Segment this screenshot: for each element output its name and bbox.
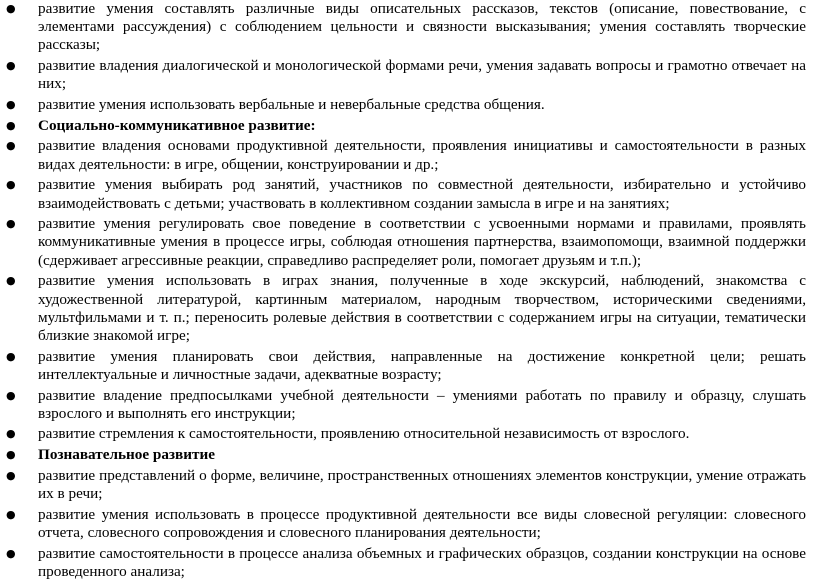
bullet-icon: ● [6, 507, 16, 521]
list-item-text: развитие умения регулировать свое поведение в соответствии с усвоенными нормами и правилами, проявлять коммуникативные умения в процессе игры, соблюдая отношения партнерства, взаимопомощи, взаимной поддержки (сдерживает агрессивные реакции, справедливо распределяет роли, помогает друзьям и т.п.); [38, 215, 806, 269]
bullet-icon: ● [6, 546, 16, 560]
list-item-text: развитие умения планировать свои действия, направленные на достижение конкретной цели; решать интеллектуальные и личностные задачи, адекватные возрасту; [38, 347, 806, 383]
list-item [0, 348, 806, 384]
list-item-text: развитие умения выбирать род занятий, участников по совместной деятельности, избирательно и устойчиво взаимодействовать с детьми; участвовать в коллективном создании замысла в игре и на занятиях; [38, 176, 806, 212]
section-heading-text: Социально-коммуникативное развитие: [38, 116, 316, 134]
bullet-icon: ● [6, 468, 16, 482]
list-item-text: развитие владение предпосылками учебной деятельности – умениями работать по правилу и образцу, слушать взрослого и выполнять его инструкции; [38, 386, 806, 422]
list-item [0, 57, 806, 93]
list-item-text: развитие умения составлять различные виды описательных рассказов, текстов (описание, повествование, с элементами рассуждения) с соблюдением цельности и связности высказывания; умения составлять творческие рассказы; [38, 0, 806, 54]
list-item-text: развитие владения диалогической и монологической формами речи, умения задавать вопросы и грамотно отвечает на них; [38, 57, 806, 93]
section-heading [0, 446, 806, 464]
list-item [0, 215, 806, 270]
list-item [0, 176, 806, 212]
list-item-text: развитие самостоятельности в процессе анализа объемных и графических образцов, создании конструкции на основе проведенного анализа; [38, 544, 806, 580]
section-heading [0, 117, 806, 135]
list-item-text: развитие умения использовать вербальные и невербальные средства общения. [38, 96, 545, 114]
list-item [0, 137, 806, 173]
bullet-icon: ● [6, 178, 16, 192]
list-item [0, 387, 806, 423]
bullet-icon: ● [6, 388, 16, 402]
list-item [0, 506, 806, 542]
list-item [0, 0, 806, 55]
list-item-text: развитие стремления к самостоятельности, проявлению относительной независимость от взрослого. [38, 425, 690, 443]
list-item [0, 425, 806, 443]
bullet-icon: ● [6, 118, 16, 132]
list-item-text: развитие умения использовать в играх знания, полученные в ходе экскурсий, наблюдений, знакомства с художественной литературой, картинным материалом, народным творчеством, историческими сведениями, мультфильмами и т. п.; переносить ролевые действия в соответствии с содержанием игры на ситуации, тематически близкие знакомой игре; [38, 272, 806, 344]
list-item-text: развитие владения основами продуктивной деятельности, проявления инициативы и самостоятельности в разных видах деятельности: в игре, общении, конструировании и др.; [38, 137, 806, 173]
list-item-text: развитие умения использовать в процессе продуктивной деятельности все виды словесной регуляции: словесного отчета, словесного сопровождения и словесного планирования деятельности; [38, 505, 806, 541]
bullet-icon: ● [6, 274, 16, 288]
bullet-icon: ● [6, 427, 16, 441]
list-item [0, 545, 806, 581]
bullet-icon: ● [6, 59, 16, 73]
bullet-icon: ● [6, 2, 16, 15]
bullet-icon: ● [6, 98, 16, 112]
bullet-icon: ● [6, 139, 16, 153]
section-heading-text: Познавательное развитие [38, 446, 215, 464]
list-item [0, 96, 806, 114]
list-item [0, 272, 806, 345]
list-item-text: развитие представлений о форме, величине, пространственных отношениях элементов конструкции, умение отражать их в речи; [38, 466, 806, 503]
bullet-icon: ● [6, 217, 16, 231]
list-item [0, 467, 806, 503]
bullet-icon: ● [6, 349, 16, 363]
bullet-icon: ● [6, 448, 16, 462]
